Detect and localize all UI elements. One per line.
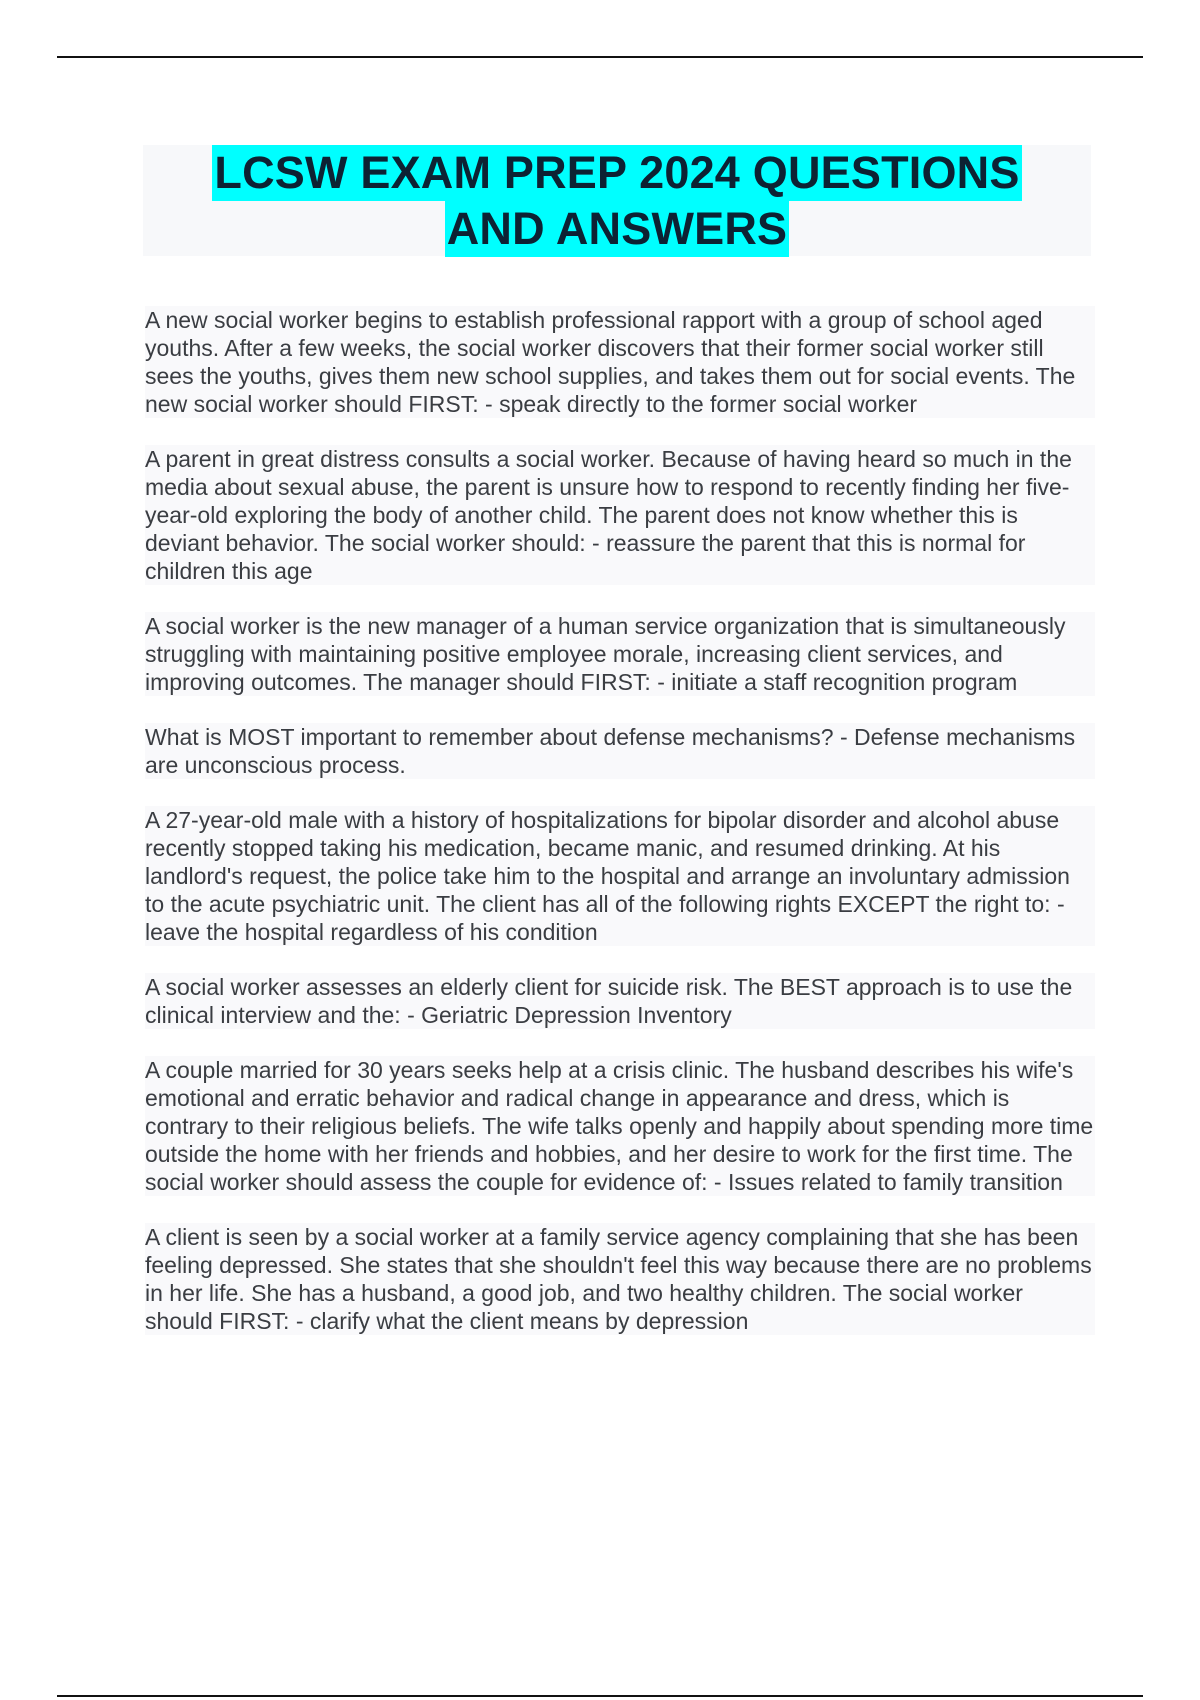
qa-item: A new social worker begins to establish professional rapport with a group of school aged youths. After a few weeks, the social worker discovers that their former social worker still sees the youths, gives them new school supplies, and takes them out for social events. The new social worker should FIRST: - speak directly to the former social worker <box>145 306 1095 418</box>
qa-item: A parent in great distress consults a social worker. Because of having heard so much in the media about sexual abuse, the parent is unsure how to respond to recently finding her five-year-old exploring the body of another child. The parent does not know whether this is deviant behavior. The social worker should: - reassure the parent that this is normal for children this age <box>145 445 1095 585</box>
qa-item: A social worker assesses an elderly client for suicide risk. The BEST approach is to use the clinical interview and the: - Geriatric Depression Inventory <box>145 973 1095 1029</box>
qa-item: A client is seen by a social worker at a family service agency complaining that she has been feeling depressed. She states that she shouldn't feel this way because there are no problems in her life. She has a husband, a good job, and two healthy children. The social worker should FIRST: - clarify what the client means by depression <box>145 1223 1095 1335</box>
qa-item: A 27-year-old male with a history of hospitalizations for bipolar disorder and alcohol abuse recently stopped taking his medication, became manic, and resumed drinking. At his landlord's request, the police take him to the hospital and arrange an involuntary admission to the acute psychiatric unit. The client has all of the following rights EXCEPT the right to: - leave the hospital regardless of his condition <box>145 806 1095 946</box>
title-line-1: LCSW EXAM PREP 2024 QUESTIONS <box>212 145 1021 201</box>
qa-item: What is MOST important to remember about defense mechanisms? - Defense mechanisms are unconscious process. <box>145 723 1095 779</box>
qa-item: A social worker is the new manager of a human service organization that is simultaneously struggling with maintaining positive employee morale, increasing client services, and improving outcomes. The manager should FIRST: - initiate a staff recognition program <box>145 612 1095 696</box>
title-line-2: AND ANSWERS <box>445 201 790 257</box>
qa-item: A couple married for 30 years seeks help at a crisis clinic. The husband describes his wife's emotional and erratic behavior and radical change in appearance and dress, which is contrary to their religious beliefs. The wife talks openly and happily about spending more time outside the home with her friends and hobbies, and her desire to work for the first time. The social worker should assess the couple for evidence of: - Issues related to family transition <box>145 1057 1094 1195</box>
qa-list <box>145 306 1095 1362</box>
top-rule <box>57 56 1143 58</box>
document-title <box>143 145 1091 256</box>
bottom-rule <box>57 1695 1143 1697</box>
